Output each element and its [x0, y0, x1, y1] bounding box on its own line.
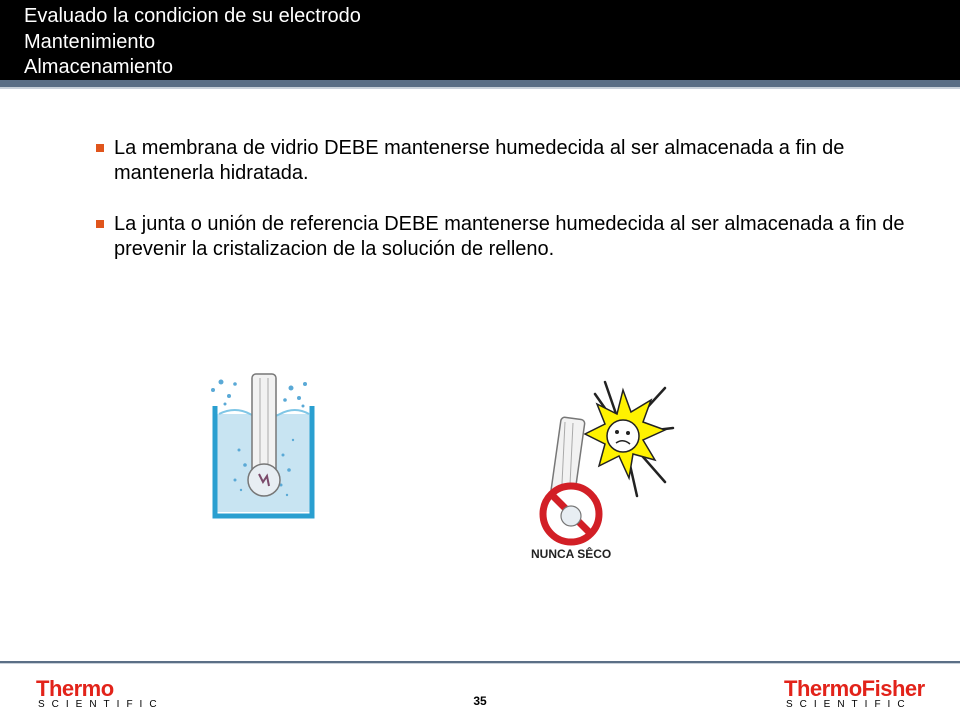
header-title: Evaluado la condicion de su electrodo: [24, 5, 361, 27]
wet-storage-illustration: [205, 370, 320, 520]
header-divider: [0, 80, 960, 87]
header-subtitle: Mantenimiento: [24, 31, 156, 53]
thermo-logo-wordmark: Thermo: [36, 676, 114, 701]
bullet-item: [96, 212, 926, 262]
thermo-logo-subtitle: SCIENTIFIC: [38, 699, 164, 710]
footer-divider-light: [0, 663, 960, 664]
page-number: 35: [473, 694, 487, 708]
bullet-item: [96, 136, 926, 186]
header-subtitle-2: Almacenamiento: [24, 56, 173, 78]
thermofisher-logo-wordmark: ThermoFisher: [784, 676, 925, 701]
bullet-square-icon: [96, 144, 104, 152]
dry-storage-illustration: [525, 378, 675, 563]
slide-header: [0, 0, 960, 80]
header-divider-light: [0, 87, 960, 89]
bullet-square-icon: [96, 220, 104, 228]
bullet-text: La membrana de vidrio DEBE mantenerse humedecida al ser almacenada a fin de mantenerla hidratada.: [114, 137, 845, 184]
bullet-list: [96, 136, 926, 288]
bullet-text: La junta o unión de referencia DEBE mantenerse humedecida al ser almacenada a fin de prevenir la cristalizacion de la solución de relleno.: [114, 213, 905, 260]
dry-warning-label: NUNCA SÊCO: [531, 547, 612, 561]
thermofisher-logo-subtitle: SCIENTIFIC: [786, 699, 912, 710]
